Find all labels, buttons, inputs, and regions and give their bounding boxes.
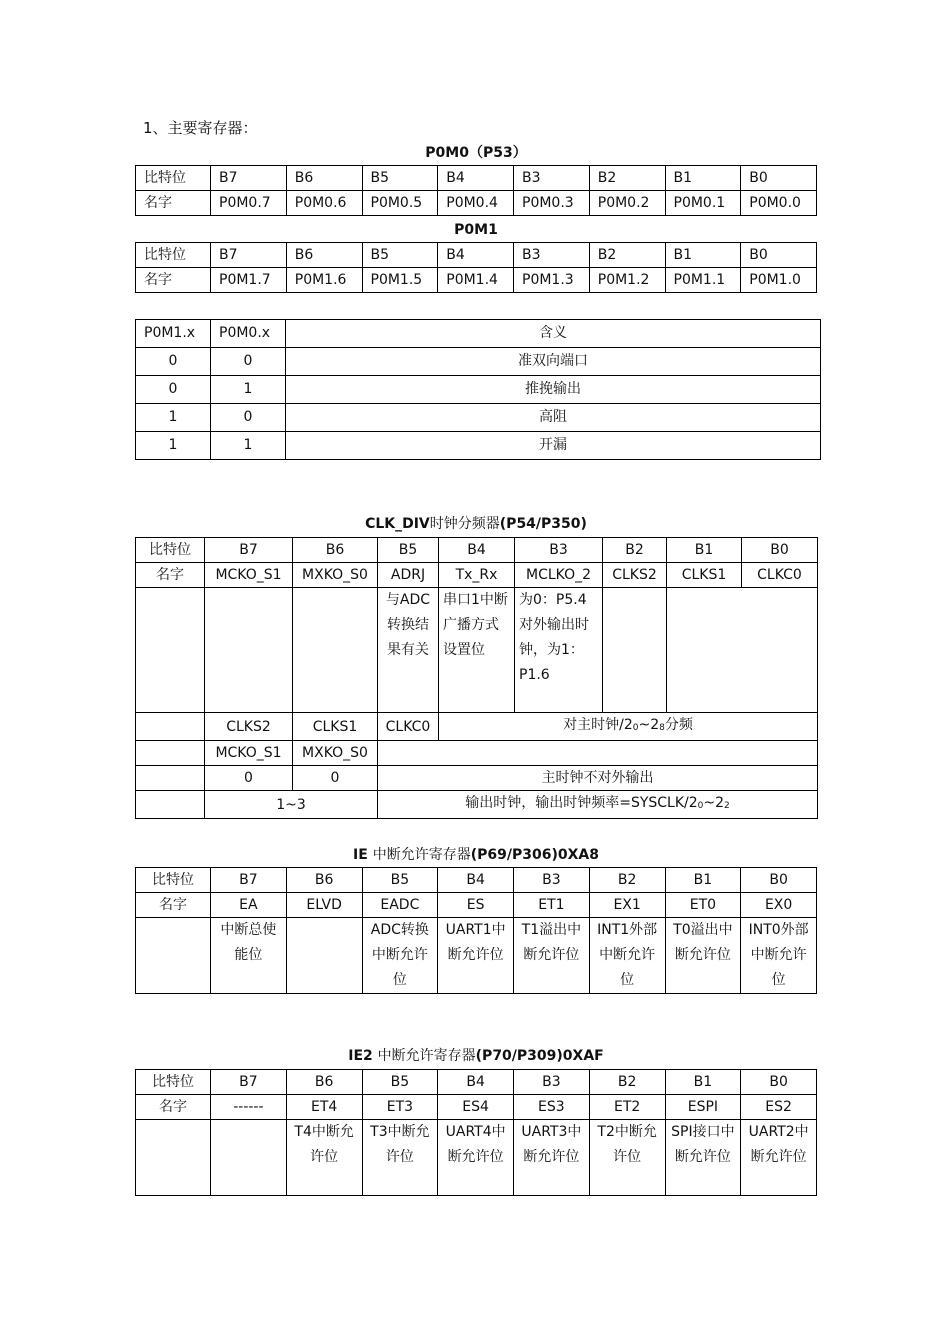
name-cell: P0M1.7 (211, 268, 287, 293)
table-cell (136, 741, 205, 766)
table-cell: CLKS2 (205, 713, 293, 741)
bit-cell: B5 (362, 868, 438, 893)
bit-cell: B0 (741, 868, 817, 893)
column-header: 含义 (286, 320, 821, 348)
name-cell: P0M0.2 (589, 191, 665, 216)
caption-page-ref: (P70/P309)0XAF (475, 1048, 604, 1064)
output-description (378, 791, 818, 819)
table-row (136, 893, 817, 918)
caption-title: 时钟分频器 (429, 516, 500, 532)
adrj-description: 与ADC转换结果有关 (378, 588, 439, 713)
table-row (136, 268, 817, 293)
name-cell: ES (438, 893, 514, 918)
name-cell: P0M0.6 (286, 191, 362, 216)
name-cell: P0M0.5 (362, 191, 438, 216)
table-row (136, 741, 818, 766)
name-cell: ET3 (362, 1095, 438, 1120)
row-label: 名字 (136, 563, 205, 588)
bit-cell: B7 (211, 166, 287, 191)
ie-table (135, 867, 817, 994)
table-cell (136, 588, 205, 713)
name-cell: CLKS1 (667, 563, 742, 588)
table-cell: 高阻 (286, 404, 821, 432)
description-cell: INT1外部中断允许位 (589, 918, 665, 994)
name-cell: ES2 (741, 1095, 817, 1120)
table-row (136, 348, 821, 376)
name-cell: ------ (211, 1095, 287, 1120)
name-cell: P0M0.0 (741, 191, 817, 216)
zero-description: 主时钟不对外输出 (378, 766, 818, 791)
bit-cell: B6 (286, 868, 362, 893)
row-label: 名字 (136, 1095, 211, 1120)
name-cell: P0M1.3 (514, 268, 590, 293)
name-cell: P0M0.4 (438, 191, 514, 216)
name-cell: ET0 (665, 893, 741, 918)
table-cell: MXKO_S0 (293, 741, 378, 766)
caption-register-name: IE (353, 847, 368, 863)
name-cell: Tx_Rx (439, 563, 515, 588)
text-fragment: 对主时钟/2 (563, 717, 633, 733)
table-cell (136, 766, 205, 791)
name-cell: P0M1.0 (741, 268, 817, 293)
description-cell: UART3中断允许位 (514, 1120, 590, 1196)
p0m1-table (135, 242, 817, 293)
bit-cell: B2 (589, 166, 665, 191)
table-row (136, 404, 821, 432)
column-header: P0M1.x (136, 320, 211, 348)
txrx-description: 串口1中断广播方式设置位 (439, 588, 515, 713)
bit-cell: B7 (205, 538, 293, 563)
column-header: P0M0.x (211, 320, 286, 348)
bit-cell: B5 (362, 1070, 438, 1095)
description-cell: T2中断允许位 (589, 1120, 665, 1196)
table-cell: MCKO_S1 (205, 741, 293, 766)
bit-cell: B2 (589, 243, 665, 268)
caption-title: 中断允许寄存器 (377, 1048, 476, 1064)
description-cell: UART1中断允许位 (438, 918, 514, 994)
row-label: 名字 (136, 191, 211, 216)
name-cell: CLKC0 (742, 563, 818, 588)
table-row (136, 243, 817, 268)
table-cell (205, 588, 293, 713)
row-label: 名字 (136, 268, 211, 293)
caption-page-ref: (P69/P306)0XA8 (470, 847, 599, 863)
table-cell (378, 741, 818, 766)
subscript: 2 (724, 801, 730, 811)
table-cell: 1 (211, 376, 286, 404)
table-cell (293, 588, 378, 713)
bit-cell: B5 (362, 243, 438, 268)
description-cell: ADC转换中断允许位 (362, 918, 438, 994)
caption-register-name: CLK_DIV (365, 516, 430, 532)
row-label: 比特位 (136, 166, 211, 191)
ie2-caption (135, 1046, 817, 1066)
caption-register-name: IE2 (348, 1048, 373, 1064)
clks-description (439, 713, 818, 741)
table-cell (603, 588, 667, 713)
text-fragment: ~2 (638, 717, 660, 733)
name-cell: ELVD (286, 893, 362, 918)
row-label: 比特位 (136, 868, 211, 893)
caption-title: 中断允许寄存器 (372, 847, 471, 863)
bit-cell: B4 (439, 538, 515, 563)
port-mode-table (135, 319, 821, 460)
table-cell: 1 (136, 404, 211, 432)
row-label: 名字 (136, 893, 211, 918)
table-row (136, 538, 818, 563)
table-cell: CLKC0 (378, 713, 439, 741)
bit-cell: B3 (514, 166, 590, 191)
bit-cell: B7 (211, 243, 287, 268)
table-row (136, 918, 817, 994)
bit-cell: B1 (665, 868, 741, 893)
clk-div-caption (135, 514, 817, 534)
subscript: 0 (632, 723, 639, 733)
table-row (136, 191, 817, 216)
bit-cell: B6 (286, 243, 362, 268)
table-cell: 0 (136, 348, 211, 376)
description-cell (211, 1120, 287, 1196)
table-cell: 0 (293, 766, 378, 791)
ie-caption (135, 845, 817, 865)
clk-div-table (135, 537, 818, 819)
row-label: 比特位 (136, 538, 205, 563)
bit-cell: B1 (665, 166, 741, 191)
text-fragment: 分频 (664, 717, 693, 733)
table-cell (136, 1120, 211, 1196)
bit-cell: B4 (438, 1070, 514, 1095)
table-row (136, 1070, 817, 1095)
table-row (136, 713, 818, 741)
table-cell (136, 918, 211, 994)
bit-cell: B2 (589, 1070, 665, 1095)
bit-cell: B2 (589, 868, 665, 893)
name-cell: ET4 (286, 1095, 362, 1120)
bit-cell: B4 (438, 166, 514, 191)
table-cell (136, 791, 205, 819)
name-cell: ES3 (514, 1095, 590, 1120)
bit-cell: B6 (286, 1070, 362, 1095)
description-cell: T3中断允许位 (362, 1120, 438, 1196)
table-cell: 0 (211, 404, 286, 432)
bit-cell: B5 (378, 538, 439, 563)
ie2-table (135, 1069, 817, 1196)
name-cell: EADC (362, 893, 438, 918)
bit-cell: B0 (741, 1070, 817, 1095)
name-cell: ES4 (438, 1095, 514, 1120)
caption-page-ref: (P54/P350) (499, 516, 587, 532)
table-row (136, 563, 818, 588)
table-header-row (136, 320, 821, 348)
mclko-description: 为0：P5.4对外输出时钟，为1：P1.6 (515, 588, 603, 713)
table-cell: 开漏 (286, 432, 821, 460)
name-cell: ET1 (514, 893, 590, 918)
name-cell: ADRJ (378, 563, 439, 588)
name-cell: P0M1.2 (589, 268, 665, 293)
name-cell: EX0 (741, 893, 817, 918)
name-cell: MCLKO_2 (515, 563, 603, 588)
name-cell: MXKO_S0 (293, 563, 378, 588)
description-cell: 中断总使能位 (211, 918, 287, 994)
table-cell (136, 713, 205, 741)
name-cell: P0M1.5 (362, 268, 438, 293)
p0m0-caption: P0M0（P53） (425, 145, 527, 161)
table-row (136, 1120, 817, 1196)
row-label: 比特位 (136, 243, 211, 268)
bit-cell: B3 (514, 243, 590, 268)
table-cell: 1 (136, 432, 211, 460)
table-cell: 1 (211, 432, 286, 460)
bit-cell: B3 (514, 868, 590, 893)
description-cell: T1溢出中断允许位 (514, 918, 590, 994)
table-cell (667, 588, 818, 713)
name-cell: EA (211, 893, 287, 918)
bit-cell: B1 (667, 538, 742, 563)
p0m0-table (135, 165, 817, 216)
table-row (136, 1095, 817, 1120)
name-cell: P0M1.6 (286, 268, 362, 293)
name-cell: P0M1.1 (665, 268, 741, 293)
range-cell: 1~3 (205, 791, 378, 819)
description-cell: T4中断允许位 (286, 1120, 362, 1196)
bit-cell: B3 (515, 538, 603, 563)
bit-cell: B5 (362, 166, 438, 191)
bit-cell: B0 (742, 538, 818, 563)
name-cell: P0M0.3 (514, 191, 590, 216)
name-cell: ET2 (589, 1095, 665, 1120)
name-cell: MCKO_S1 (205, 563, 293, 588)
description-cell: INT0外部中断允许位 (741, 918, 817, 994)
subscript: 0 (697, 801, 704, 811)
table-row (136, 376, 821, 404)
description-cell: UART4中断允许位 (438, 1120, 514, 1196)
table-row (136, 588, 818, 713)
text-fragment: ~2 (703, 795, 725, 811)
table-cell: 0 (211, 348, 286, 376)
bit-cell: B6 (286, 166, 362, 191)
bit-cell: B7 (211, 868, 287, 893)
table-row (136, 791, 818, 819)
name-cell: ESPI (665, 1095, 741, 1120)
bit-cell: B0 (741, 243, 817, 268)
bit-cell: B7 (211, 1070, 287, 1095)
bit-cell: B1 (665, 1070, 741, 1095)
table-cell: CLKS1 (293, 713, 378, 741)
section-heading: 1、主要寄存器： (143, 119, 258, 137)
bit-cell: B0 (741, 166, 817, 191)
p0m1-caption: P0M1 (454, 222, 498, 238)
table-row (136, 868, 817, 893)
description-cell (286, 918, 362, 994)
text-fragment: 输出时钟，输出时钟频率=SYSCLK/2 (465, 795, 698, 811)
table-cell: 0 (205, 766, 293, 791)
name-cell: EX1 (589, 893, 665, 918)
bit-cell: B3 (514, 1070, 590, 1095)
description-cell: SPI接口中断允许位 (665, 1120, 741, 1196)
name-cell: P0M1.4 (438, 268, 514, 293)
name-cell: CLKS2 (603, 563, 667, 588)
bit-cell: B4 (438, 243, 514, 268)
table-row (136, 432, 821, 460)
bit-cell: B6 (293, 538, 378, 563)
description-cell: UART2中断允许位 (741, 1120, 817, 1196)
table-cell: 准双向端口 (286, 348, 821, 376)
table-cell: 推挽输出 (286, 376, 821, 404)
subscript: 8 (659, 723, 665, 733)
table-cell: 0 (136, 376, 211, 404)
table-row (136, 766, 818, 791)
table-row (136, 166, 817, 191)
bit-cell: B1 (665, 243, 741, 268)
description-cell: T0溢出中断允许位 (665, 918, 741, 994)
name-cell: P0M0.7 (211, 191, 287, 216)
name-cell: P0M0.1 (665, 191, 741, 216)
bit-cell: B2 (603, 538, 667, 563)
bit-cell: B4 (438, 868, 514, 893)
row-label: 比特位 (136, 1070, 211, 1095)
